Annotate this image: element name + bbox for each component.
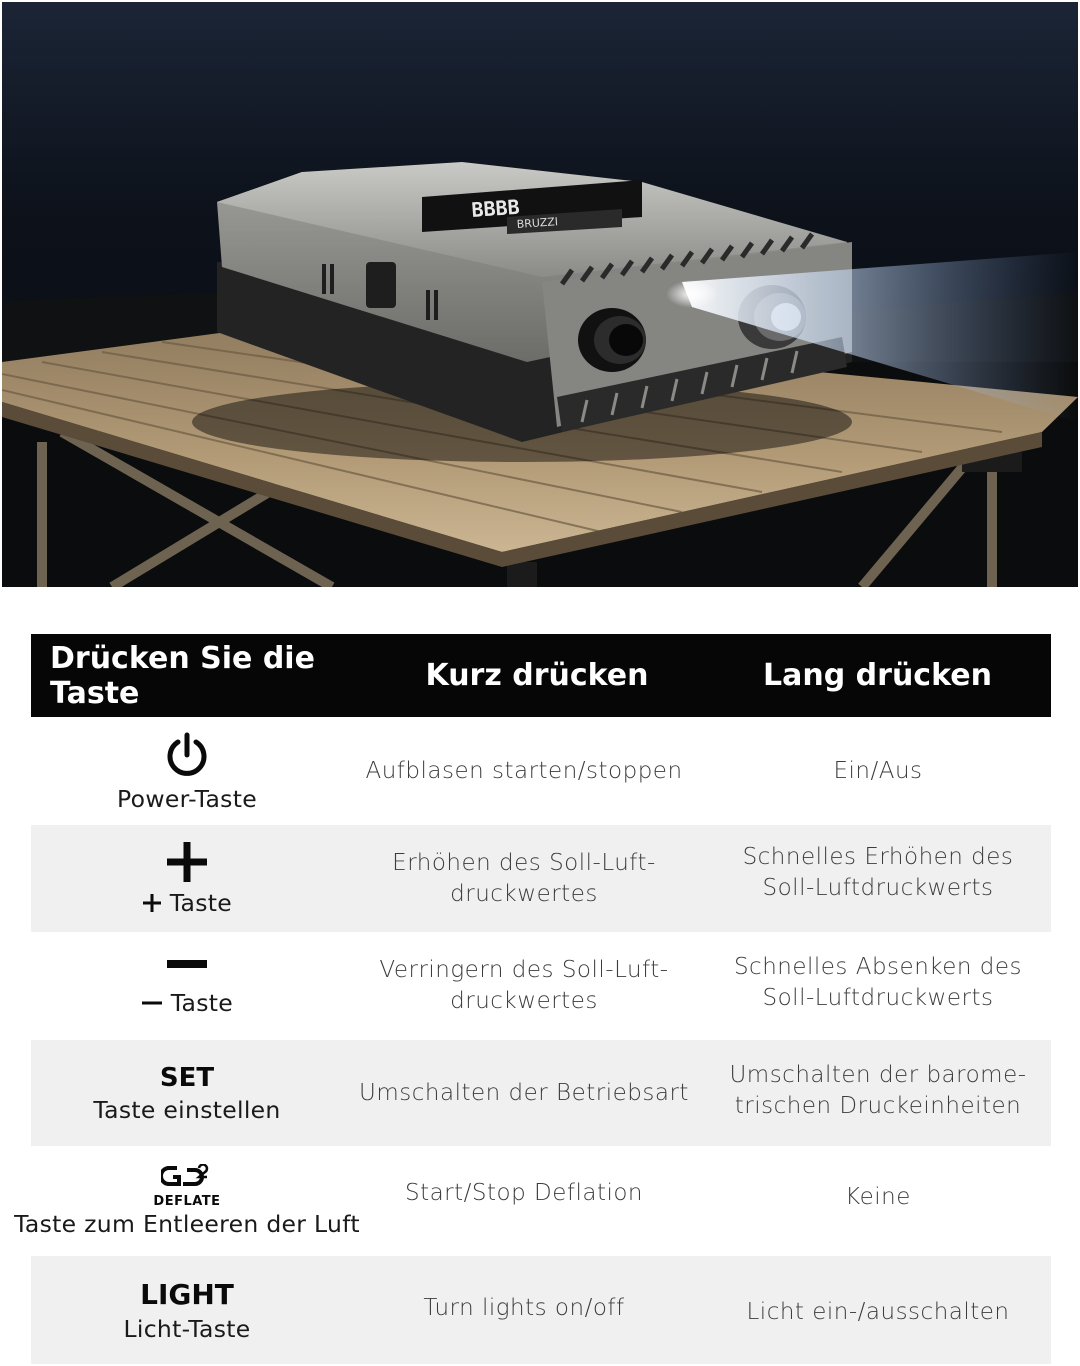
long-press-text: Schnelles Erhöhen des Soll-Luftdruckwerts [742, 843, 1014, 901]
long-press-text: Schnelles Absenken des Soll-Luftdruckwerts [733, 954, 1023, 1011]
table-row [31, 1040, 1051, 1146]
svg-text:BBBB: BBBB [470, 194, 521, 222]
key-label: Taste einstellen [93, 1096, 281, 1124]
table-row [31, 717, 1051, 825]
long-press-text: Licht ein-/ausschalten [746, 1298, 1010, 1325]
table-row [31, 1256, 1051, 1364]
deflate-label: DEFLATE [153, 1193, 221, 1209]
key-cell [31, 1061, 343, 1125]
small-minus-icon [141, 989, 171, 1017]
table-header [31, 634, 1051, 717]
key-label: Power-Taste [117, 785, 257, 813]
short-press-text: Aufblasen starten/stoppen [365, 757, 683, 784]
header-long-press: Lang drücken [763, 658, 992, 693]
short-press-text: Erhöhen des Soll-Luft- druckwertes [392, 849, 656, 907]
table-row [14, 1146, 1051, 1256]
key-label: Licht-Taste [123, 1315, 251, 1343]
minus-icon [165, 955, 209, 974]
key-label: Taste [170, 988, 234, 1017]
key-cell [31, 955, 343, 1018]
header-short-press: Kurz drücken [425, 658, 649, 693]
light-icon: LIGHT [140, 1278, 234, 1311]
key-cell [31, 1276, 343, 1344]
long-press-text: Keine [845, 1183, 911, 1210]
small-plus-icon [142, 889, 170, 917]
short-press-text: Start/Stop Deflation [404, 1179, 644, 1206]
short-press-text: Turn lights on/off [423, 1294, 625, 1321]
long-press-text: Ein/Aus [833, 757, 923, 784]
plus-icon [165, 840, 209, 888]
button-function-table [14, 634, 1051, 1364]
short-press-text: Umschalten der Betriebsart [359, 1079, 689, 1106]
set-icon: SET [159, 1063, 215, 1093]
deflate-icon [161, 1164, 213, 1196]
header-button: Drücken Sie die Taste [50, 640, 315, 711]
key-label: Taste [169, 888, 233, 917]
key-cell [14, 1164, 360, 1239]
key-cell [31, 728, 343, 814]
table-row [31, 932, 1051, 1040]
key-cell [31, 840, 343, 918]
long-press-text: Umschalten der barome- trischen Druckeinheiten [729, 1062, 1027, 1119]
product-photo [2, 2, 1078, 587]
table-row [31, 825, 1051, 932]
key-label: Taste zum Entleeren der Luft [14, 1209, 360, 1238]
power-icon [164, 732, 210, 784]
brand-label: BRUZZI [516, 215, 559, 231]
short-press-text: Verringern des Soll-Luft- druckwertes [379, 957, 669, 1014]
